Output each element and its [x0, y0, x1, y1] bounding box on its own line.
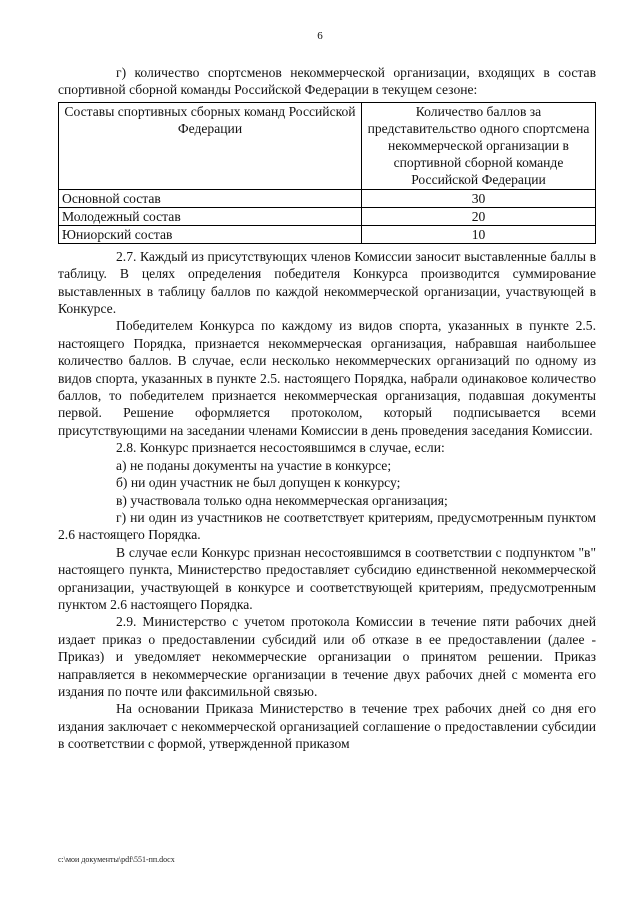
page-number: 6: [317, 30, 323, 42]
table-cell-squad: Основной состав: [59, 189, 362, 207]
footer-file-path: c:\мои документы\pdf\551-пп.docx: [58, 855, 175, 864]
table-cell-squad: Молодежный состав: [59, 207, 362, 225]
paragraph-2-7: 2.7. Каждый из присутствующих членов Комиссии заносит выставленные баллы в таблицу. В целях определения победителя Конкурса производится суммирование выставленных в таблицу баллов по каждой некоммерческой организации, участвующей в Конкурсе.: [58, 248, 596, 317]
document-body: [58, 64, 596, 753]
paragraph-winner: Победителем Конкурса по каждому из видов спорта, указанных в пункте 2.5. настоящего Порядка, признается некоммерческая организация, набравшая наибольшее количество баллов. В случае, если несколько некоммерческих организаций по одному из видов спорта, указанных в пункте 2.5. настоящего Порядка, набрали одинаковое количество баллов, то победителем признается некоммерческая организация, подавшая документы первой. Решение оформляется протоколом, который подписывается всеми присутствующими на заседании членами Комиссии в день проведения заседания Комиссии.: [58, 318, 596, 438]
list-item-g: г) ни один из участников не соответствует критериям, предусмотренным пунктом 2.6 настоящего Порядка.: [58, 509, 596, 543]
points-table: [58, 102, 596, 244]
list-item-v: в) участвовала только одна некоммерческая организация;: [116, 492, 448, 508]
paragraph-2-8: 2.8. Конкурс признается несостоявшимся в случае, если:: [116, 440, 445, 456]
table-row: [59, 207, 596, 225]
table-cell-points: 20: [362, 207, 596, 225]
table-header-points: Количество баллов за представительство одного спортсмена некоммерческой организации в спортивной сборной команде Российской Федерации: [362, 102, 596, 189]
list-item-a: а) не поданы документы на участие в конкурсе;: [116, 457, 392, 473]
paragraph-single-participant: В случае если Конкурс признан несостоявшимся в соответствии с подпунктом "в" настоящего пункта, Министерство предоставляет субсидию единственной некоммерческой организации, участвующей в конкурсе и соответствующей критериям, предусмотренным пунктом 2.6 настоящего Порядка.: [58, 544, 596, 612]
table-row: [59, 225, 596, 243]
table-header-row: [59, 102, 596, 189]
table-cell-points: 10: [362, 225, 596, 243]
table-cell-points: 30: [362, 189, 596, 207]
list-item-b: б) ни один участник не был допущен к конкурсу;: [116, 475, 401, 491]
table-header-squads: Составы спортивных сборных команд Российской Федерации: [59, 102, 362, 189]
paragraph-2-9: 2.9. Министерство с учетом протокола Комиссии в течение пяти рабочих дней издает приказ о предоставлении субсидий или об отказе в ее предоставлении (далее - Приказ) и уведомляет некоммерческие организации о принятом решении. Приказ направляется в некоммерческие организации в течение двух рабочих дней с момента его издания по почте или факсимильной связью.: [58, 614, 596, 699]
paragraph-agreement: На основании Приказа Министерство в течение трех рабочих дней со дня его издания заключает с некоммерческой организацией соглашение о предоставлении субсидии в соответствии с формой, утвержденной приказом: [58, 701, 596, 752]
intro-paragraph: г) количество спортсменов некоммерческой организации, входящих в состав спортивной сборной команды Российской Федерации в текущем сезоне:: [58, 65, 596, 98]
table-cell-squad: Юниорский состав: [59, 225, 362, 243]
table-row: [59, 189, 596, 207]
